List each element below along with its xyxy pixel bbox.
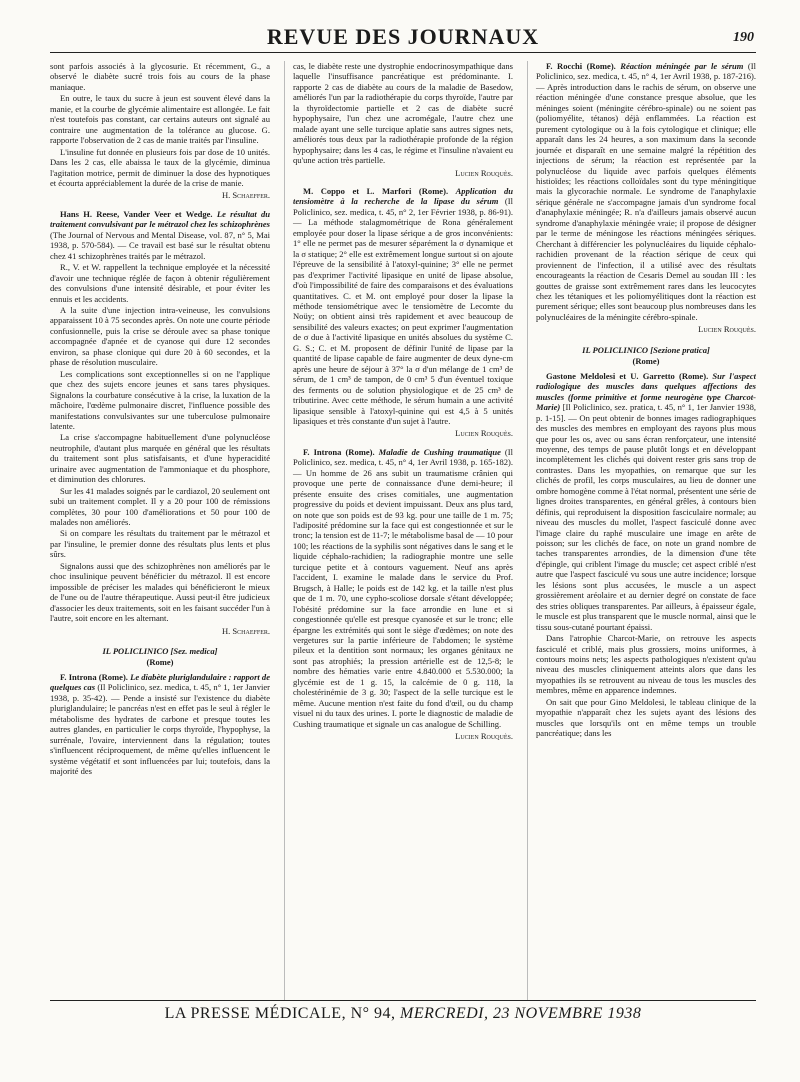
article-author: F. Introna (Rome). [60, 672, 128, 683]
article-title: Le diabète pluriglandulaire : rapport de quelques cas [50, 672, 270, 693]
section-city: (Rome) [632, 355, 660, 366]
page-footer [50, 1000, 756, 1023]
author-signature: Lucien Rouquès. [698, 324, 756, 335]
footer-issue: N° 94, [350, 1005, 396, 1022]
page-header [50, 22, 756, 53]
paragraph: cas, le diabète reste une dystrophie endocrinosympathique dans laquelle l'insuffisance pancréatique est prédominante. I. rapporte 2 cas de diabète au cours de la maladie de Basedow, améliorés l'un par la radiothérapie du corps thyroïde, l'autre par la thyroïdectomie partielle et 2 cas de diabète sucré hypophysaire, l'un chez une acromégale, l'autre chez une malade ayant une selle turcique aplatie sans autres signes nets, améliorés tous deux par la radiothérapie profonde de la région hypophysaire; dans les 4 cas, le régime et l'insuline n'avaient eu qu'une action très partielle. [293, 61, 513, 166]
article-heading [50, 209, 270, 261]
article-body: (Il Policlinico, sez. medica, t. 45, n° 2, 1er Février 1938, p. 86-91). — La méthode stalagmométrique de Rona généralement employée pour doser la lipase sérique a de gros inconvénients: 1° elle ne permet pas de mesurer séparément la σ dynamique et la σ statique; 2° elle est extrêmement longue surtout si on ajoute l'épreuve de la sensibilité à l'atoxyl-quinine; 3° elle ne permet pas d'exprimer l'activité lipasique en unité de lipase absolue, d'où l'impossibilité de faire des comparaisons et des évaluations quantitatives. C. et M. ont employé pour doser la lipase la méthode tensiométrique avec le tensiomètre de Lecomte du Noüy; on obtient ainsi très rapidement et avec beaucoup de sensibilité des valeurs exactes; on peut exprimer l'augmentation de σ due à l'activité lipasique en unités absolues du système C. G. S.; C. et M. proposent de définir l'unité de lipase par la quantité de lipase capable de faire augmenter de deux dyne-cm après une heure de séjour à 37° la σ d'un mélange de 1 cm³ de sérum, de 1 cm³ de tampon, de 0 cm³ 5 d'un éventuel toxique des ferments ou de solution physiologique et de 25 cm³ de tributirine. Avec cette méthode, le sérum humain a une activité lipasique sensible à l'atoxyl-quinine qui est 4,5 à 5 unités lipasiques et très constante d'un sujet à l'autre. [293, 196, 513, 426]
article-title: Application du tensiomètre à la recherche de la lipase du sérum [293, 185, 513, 207]
article-author: Hans H. Reese, Vander Veer et Wedge. [60, 208, 213, 219]
article-heading [536, 371, 756, 632]
paragraph: Dans l'atrophie Charcot-Marie, on retrouve les aspects fasciculé et criblé, mais plus grossiers, moins uniformes, à contours moins nets; les aspects pathologiques n'existent qu'au niveau des muscles cliniquement atteints alors que dans les myopathies ils se retrouvent au niveau de tous les muscles des membres, même en apparence indemnes. [536, 633, 756, 696]
article-heading [50, 672, 270, 777]
paragraph: On sait que pour Gino Meldolesi, le tableau clinique de la myopathie n'apparaît chez les sujets ayant des lésions des muscles que lorsqu'ils ont en même temps un trouble pancréatique; dans les [536, 696, 756, 739]
paragraph: R., V. et W. rappellent la technique employée et la nécessité d'avoir une technique réglée de façon à obtenir régulièrement des convulsions d'une intensité désirable, et pour éviter les ennuis et les accidents. [50, 262, 270, 304]
footer-date: MERCREDI, 23 NOVEMBRE 1938 [400, 1005, 642, 1022]
article-author: Gastone Meldolesi et U. Garretto (Rome). [546, 370, 709, 381]
page-number: 190 [733, 30, 754, 45]
running-title: REVUE DES JOURNAUX [266, 24, 540, 49]
article-title: Maladie de Cushing traumatique [378, 446, 501, 457]
paragraph: L'insuline fut donnée en plusieurs fois par dose de 10 unités. Dans les 2 cas, elle abaissa le taux de la glycémie, diminua l'agitation motrice, permit de diminuer la dose des hypnotiques et écourta appréciablement la durée de la crise de manie. [50, 146, 270, 188]
paragraph: A la suite d'une injection intra-veineuse, les convulsions apparaissent 10 à 75 secondes après. On note une courte période confusionnelle, puis la crise se déroule avec sa phase tonique accompagnée d'apnée et de cyanose qui dure 12 secondes environ, sa phase clonique qui dure 20 à 60 secondes, et la phase de résolution musculaire. [50, 304, 270, 368]
paragraph: sont parfois associés à la glycosurie. Et récemment, G., a observé le diabète sucré trois fois au cours de la phase maniaque. [50, 61, 270, 92]
paragraph: Les complications sont exceptionnelles si on ne l'applique que chez des sujets encore jeunes et sans tares physiques. Signalons la courbature consécutive à la crise, la luxation de la mâchoire, l'œdème pulmonaire discret, l'influence possible des manifestations convulsivantes sur une tuberculose pulmonaire latente. [50, 368, 270, 431]
article-body: (Il Policlinico, sez. medica, t. 45, n° 4, 1er Avril 1938, p. 187-216). — Après introduction dans le rachis de sérum, on observe une réaction méningée d'une constance presque absolue, que les méninges soient (méningite cérébro-spinale) ou ne soient pas (poliomyélite, tétanos) déjà enflammées. La réaction est purement cytologique ou à la fois cytologique et clinique; elle apparaît dans les 24 heures, a son maximum dans la seconde journée et disparaît en une semaine malgré la répétition des injections de sérum; la réaction est représentée par la polynucléose du liquide avec parfois quelques éléments histioïdes; les réactions colloïdales sont du type méningitique mais la glycorachie normale. Le syndrome de l'anaphylaxie sérique générale ne s'accompagne jamais d'un syndrome focal d'anaphylaxie méningée; R. n'a d'ailleurs jamais observé aucun syndrome d'anaphylaxie méningée vraie; il propose de désigner par le terme de méningose les réactions méningées sériques. Cherchant à différencier les polynucléaires du liquide céphalo-rachidien provenant de la réaction sérique de ceux qui proviennent de l'infection, il a utilisé avec des résultats encourageants la réaction de Cesaris Demel au soudan III : les gouttes de graisse sont extrêmement rares dans les leucocytes chez les tétaniques et les poliomyélitiques dont la réaction est purement sérique; elles sont beaucoup plus nombreuses dans les polynucléaires de la méningite cérébro-spinale. [536, 61, 756, 322]
paragraph: Sur les 41 malades soignés par le cardiazol, 20 seulement ont subi un traitement complet. Il y a 20 pour 100 de rémissions complètes, 30 pour 100 d'améliorations et 50 pour 100 de malades non améliorés. [50, 485, 270, 528]
article-author: F. Introna (Rome). [303, 446, 375, 457]
column-middle [284, 61, 513, 1001]
column-right [527, 61, 756, 1001]
article-body: (Il Policlinico, sez. medica, t. 45, n° 1, 1er Janvier 1938, p. 35-42). — Pende a insisté sur l'existence du diabète pluriglandulaire; le pancréas n'est en effet pas le seul à régler le métabolisme des hydrates de carbone et presque toutes les autres glandes, en particulier le corps thyroïde, l'hypophyse, la surrénale, l'ovaire, interviennent dans la régulation; toutes s'influencent réciproquement, de même qu'elles influencent le système végétatif et sont influencées par lui; toutefois, dans la majorité des [50, 682, 270, 777]
paragraph: Signalons aussi que des schizophrènes non améliorés par le choc insulinique peuvent bénéficier du métrazol. Il est encore impossible de préciser les malades qui bénéficieront le mieux de l'une ou de l'autre thérapeutique. Aussi peut-il être judicieux d'associer les deux traitements, soit en les faisant succéder l'un à l'autre, soit encore en les alternant. [50, 560, 270, 624]
article-title: Sur l'aspect radiologique des muscles dans quelques affections des muscles (forme primitive et forme neurogène type Charcot-Marie) [536, 370, 756, 413]
author-signature: H. Schaeffer. [221, 190, 270, 201]
column-left [50, 61, 270, 1001]
section-title: IL POLICLINICO [Sezione pratica] [582, 344, 710, 355]
paragraph: En outre, le taux du sucre à jeun est souvent élevé dans la manie, et la courbe de glycémie alimentaire est allongée. Le fait n'est toutefois pas constant, car certains auteurs ont signalé au contraire une augmentation de la tolérance au glucose. G. rapporte l'observation de 2 cas de manie traités par l'insuline. [50, 93, 270, 146]
section-heading [536, 345, 756, 367]
article-body: [Il Policlinico, sez. pratica, t. 45, n° 1, 1er Janvier 1938, p. 1-15]. — On peut obtenir de bonnes images radiographiques des muscles des membres en employant des rayons plus mous que pour les os, avec ou sans écran renforçateur, une intensité moyenne, des temps de pause plutôt longs et en développant incomplètement les clichés qui doivent rester gris sans trop de contrastes. Dans les myopathies, on remarque que sur les clichés de profil, les corps musculaires, au lieu de donner une ombre homogène comme à l'état normal, présentent une série de lignes droites transparentes, en général grêles, à contours bien définis, qui reproduisent la disposition fasciculaire normale; au niveau des muscles du mollet, l'aspect fasciculé donne avec l'image claire du raphé musculaire une image en arête de poisson; sur les clichés de face, on note un grand nombre de taches transparentes arrondies, de la dimension d'une tête d'épingle, qui criblent l'image du muscle; cet aspect criblé n'est autre que l'aspect fasciculé vu sous une autre incidence; lorsque les lésions sont plus accusées, le muscle a un aspect grossièrement aréolaire et au dernier degré on constate de face des stries obliques transparentes. Par ailleurs, à épaisseur égale, le muscle est plus transparent que le muscle normal, ainsi que le tissu sous-cutané pourtant épaissi. [536, 402, 756, 632]
article-heading [536, 61, 756, 322]
article-heading [293, 186, 513, 426]
article-title: Le résultat du traitement convulsivant par le métrazol chez les schizophrènes [50, 208, 270, 230]
paragraph: Si on compare les résultats du traitement par le métrazol et par l'insuline, le premier donne des résultats plus lents et plus sûrs. [50, 528, 270, 560]
footer-journal: LA PRESSE MÉDICALE, [164, 1005, 347, 1022]
author-signature: Lucien Rouquès. [455, 428, 513, 439]
article-body: (The Journal of Nervous and Mental Disease, vol. 87, n° 5, Mai 1938, p. 570-584). — Ce travail est basé sur le résultat obtenu chez 41 schizophrènes traités par le métrazol. [50, 229, 270, 261]
section-heading [50, 646, 270, 668]
author-signature: Lucien Rouquès. [455, 731, 513, 742]
article-title: Réaction méningée par le sérum [620, 61, 744, 71]
article-author: M. Coppo et L. Marfori (Rome). [303, 185, 449, 196]
author-signature: Lucien Rouquès. [455, 167, 513, 178]
section-title: IL POLICLINICO [Sez. medica] [102, 646, 218, 657]
article-author: F. Rocchi (Rome). [546, 61, 616, 71]
article-heading [293, 447, 513, 729]
article-body: (Il Policlinico, sez. medica, t. 45, n° 4, 1er Avril 1938, p. 165-182). — Un homme de 26 ans subit un traumatisme crânien qui provoque une perte de connaissance d'une demi-heure; il présente ensuite des crises comitiales, une augmentation progressive du poids et devient impuissant. Deux ans plus tard, on note que son poids est de 93 kg. pour une taille de 1 m. 75; l'adiposité prédomine sur la face qui est congestionnée et sur le tronc; la tension est de 11-7; le métabolisme basal de — 10 pour 100; les réactions de la syphilis sont négatives dans le sang et le liquide céphalo-rachidien; la radiographie montre une selle turcique petite et à contours vaguement. Neuf ans après l'accident, I. examine le malade dans le service du Prof. Brugsch, à Halle; le poids est de 142 kg. et la taille n'est plus que de 1 m. 70, une cypho-scoliose dorsale s'étant développée; l'obésité prédomine sur la face arrondie en lune et si congestionnée qu'elle est presque cyanosée et sur le tronc; elle épargne les extrémités qui sont le siège d'œdèmes; on note des vergetures sur la partie inférieure de l'abdomen; le système pileux et la dentition sont normaux; les organes génitaux ne sont pas atrophiés; la pression artérielle est de 12,5-8; le nombre des hématies varie entre 4.840.000 et 5.530.000; la glycémie est de 1 g. 15, la calcémie de 0 g. 118, la cholestérinémie de 3 g. 30; l'aspect de la selle turcique est le même. Aucune mention n'est faite du fond d'œil, ou du champ visuel ni du taux des urines. I. porte le diagnostic de maladie de Cushing traumatique et signale un cas analogue de Schilling. [293, 446, 513, 729]
section-city: (Rome) [146, 657, 174, 668]
paragraph: La crise s'accompagne habituellement d'une polynucléose neutrophile, d'autant plus marquée en général que les résultats du traitement sont plus satisfaisants, et d'une hyperacidité urinaire avec augmentation de l'ammoniaque et du phosphore, et diminution des chlorures. [50, 432, 270, 485]
author-signature: H. Schaeffer. [221, 625, 270, 636]
